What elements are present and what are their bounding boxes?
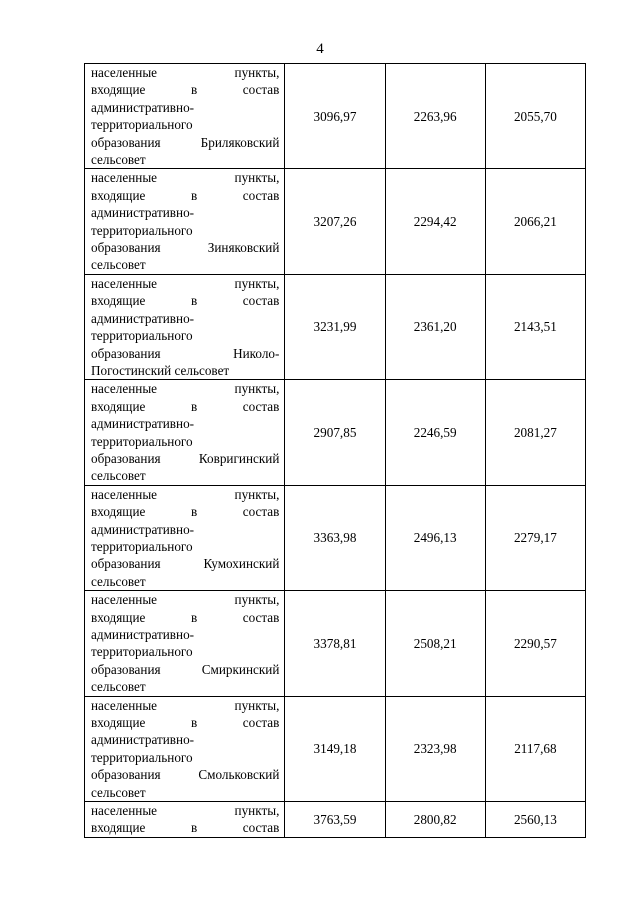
description-word: административно-	[91, 627, 195, 642]
description-word: в	[190, 293, 198, 309]
table-row	[85, 802, 586, 838]
description-line	[91, 398, 279, 415]
description-word: населенные	[91, 65, 158, 80]
description-word: сельсовет	[91, 152, 146, 168]
value-cell-3: 2081,27	[485, 380, 585, 485]
value-cell-3: 2143,51	[485, 274, 585, 379]
description-line	[91, 643, 279, 660]
description-word: входящие	[91, 187, 146, 203]
value-cell-2: 2800,82	[385, 802, 485, 838]
description-line	[91, 450, 279, 467]
value-cell-1: 3763,59	[285, 802, 385, 838]
settlement-description-cell	[85, 64, 285, 169]
value-cell-2: 2496,13	[385, 485, 485, 590]
description-word: сельсовет	[91, 784, 146, 800]
description-word: образования	[91, 767, 161, 783]
description-line	[91, 345, 279, 362]
description-word: административно-	[91, 732, 195, 748]
description-line	[91, 784, 279, 801]
value-cell-3: 2290,57	[485, 591, 585, 696]
description-word: территориального	[91, 644, 193, 660]
settlement-description-cell	[85, 696, 285, 801]
value-cell-3: 2055,70	[485, 64, 585, 169]
description-word: состав	[242, 398, 280, 414]
description-word: Зиняковский	[207, 240, 280, 256]
value-cell-1: 2907,85	[285, 380, 385, 485]
description-word: входящие	[91, 820, 146, 836]
description-word: входящие	[91, 398, 146, 414]
description-word: территориального	[91, 749, 193, 765]
description-line	[91, 697, 279, 714]
description-word: территориального	[91, 538, 193, 554]
value-cell-3: 2560,13	[485, 802, 585, 838]
description-word: пункты,	[234, 803, 280, 819]
description-word: в	[190, 82, 198, 98]
tariff-table	[84, 63, 586, 838]
description-word: Смольковский	[198, 767, 280, 783]
settlement-description-cell	[85, 802, 285, 838]
description-line	[91, 275, 279, 292]
value-cell-2: 2361,20	[385, 274, 485, 379]
value-cell-1: 3378,81	[285, 591, 385, 696]
description-word: населенные	[91, 275, 158, 291]
value-cell-1: 3096,97	[285, 64, 385, 169]
description-line	[91, 134, 279, 151]
description-word: пункты,	[234, 65, 280, 80]
description-word: населенные	[91, 170, 158, 186]
description-word: пункты,	[234, 592, 280, 608]
description-line	[91, 819, 279, 836]
description-line	[91, 222, 279, 239]
page-number: 4	[316, 41, 324, 57]
value-cell-2: 2323,98	[385, 696, 485, 801]
description-word: административно-	[91, 99, 195, 115]
settlement-description-cell	[85, 274, 285, 379]
value-cell-3: 2066,21	[485, 169, 585, 274]
description-line	[91, 609, 279, 626]
description-word: Кумохинский	[203, 556, 280, 572]
description-line	[91, 327, 279, 344]
description-line	[91, 64, 279, 81]
table-row	[85, 591, 586, 696]
value-cell-3: 2117,68	[485, 696, 585, 801]
value-cell-2: 2263,96	[385, 64, 485, 169]
description-word: пункты,	[234, 486, 280, 502]
settlement-description-cell	[85, 591, 285, 696]
description-word: пункты,	[234, 275, 280, 291]
value-cell-1: 3207,26	[285, 169, 385, 274]
description-word: входящие	[91, 504, 146, 520]
description-line	[91, 292, 279, 309]
description-word: входящие	[91, 293, 146, 309]
description-word: сельсовет	[91, 257, 146, 273]
description-line	[91, 380, 279, 397]
description-word: состав	[242, 820, 280, 836]
description-line	[91, 731, 279, 748]
description-word: населенные	[91, 592, 158, 608]
description-word: состав	[242, 293, 280, 309]
value-cell-1: 3149,18	[285, 696, 385, 801]
description-word: в	[190, 398, 198, 414]
description-line	[91, 573, 279, 590]
description-word: входящие	[91, 82, 146, 98]
description-word: территориального	[91, 222, 193, 238]
description-word: сельсовет	[91, 573, 146, 589]
description-word: пункты,	[234, 697, 280, 713]
description-word: в	[190, 187, 198, 203]
description-word: в	[190, 820, 198, 836]
description-line	[91, 521, 279, 538]
description-line	[91, 591, 279, 608]
table-row	[85, 274, 586, 379]
description-line	[91, 116, 279, 133]
description-word: административно-	[91, 310, 195, 326]
description-line	[91, 81, 279, 98]
description-word: территориального	[91, 117, 193, 133]
settlement-description-cell	[85, 485, 285, 590]
description-line	[91, 503, 279, 520]
description-word: образования	[91, 134, 161, 150]
description-word: состав	[242, 504, 280, 520]
value-cell-2: 2294,42	[385, 169, 485, 274]
description-word: в	[190, 504, 198, 520]
value-cell-1: 3363,98	[285, 485, 385, 590]
description-line	[91, 256, 279, 273]
description-word: территориального	[91, 328, 193, 344]
description-word: населенные	[91, 803, 158, 819]
description-word: образования	[91, 240, 161, 256]
description-line	[91, 310, 279, 327]
description-word: входящие	[91, 609, 146, 625]
description-word: в	[190, 609, 198, 625]
table-row	[85, 380, 586, 485]
description-line	[91, 749, 279, 766]
description-word: сельсовет	[91, 679, 146, 695]
description-word: состав	[242, 82, 280, 98]
description-word: населенные	[91, 381, 158, 397]
description-line	[91, 802, 279, 819]
table-row	[85, 64, 586, 169]
description-line	[91, 766, 279, 783]
description-word: Николо-	[233, 345, 280, 361]
description-word: территориального	[91, 433, 193, 449]
description-line	[91, 151, 279, 168]
description-word: образования	[91, 661, 161, 677]
value-cell-1: 3231,99	[285, 274, 385, 379]
description-word: состав	[242, 609, 280, 625]
description-line	[91, 714, 279, 731]
description-word: пункты,	[234, 381, 280, 397]
description-word: входящие	[91, 715, 146, 731]
description-word: сельсовет	[91, 468, 146, 484]
description-line	[91, 239, 279, 256]
description-line	[91, 99, 279, 116]
description-line	[91, 433, 279, 450]
description-line	[91, 169, 279, 186]
description-word: Погостинский сельсовет	[91, 362, 230, 378]
table-body	[85, 64, 586, 838]
description-line	[91, 626, 279, 643]
description-line	[91, 486, 279, 503]
description-word: состав	[242, 715, 280, 731]
description-line	[91, 538, 279, 555]
description-word: образования	[91, 556, 161, 572]
value-cell-2: 2508,21	[385, 591, 485, 696]
description-word: пункты,	[234, 170, 280, 186]
table-row	[85, 696, 586, 801]
description-word: в	[190, 715, 198, 731]
description-word: населенные	[91, 486, 158, 502]
description-word: образования	[91, 450, 161, 466]
settlement-description-cell	[85, 380, 285, 485]
description-word: административно-	[91, 521, 195, 537]
description-word: Бриляковский	[200, 134, 280, 150]
description-word: населенные	[91, 697, 158, 713]
description-line	[91, 555, 279, 572]
description-word: административно-	[91, 205, 195, 221]
description-word: состав	[242, 187, 280, 203]
description-line	[91, 678, 279, 695]
description-line	[91, 467, 279, 484]
description-line	[91, 362, 279, 379]
description-word: образования	[91, 345, 161, 361]
description-word: административно-	[91, 416, 195, 432]
description-line	[91, 415, 279, 432]
description-line	[91, 661, 279, 678]
description-line	[91, 204, 279, 221]
value-cell-2: 2246,59	[385, 380, 485, 485]
table-row	[85, 169, 586, 274]
description-line	[91, 187, 279, 204]
description-word: Ковригинский	[198, 450, 280, 466]
settlement-description-cell	[85, 169, 285, 274]
value-cell-3: 2279,17	[485, 485, 585, 590]
description-word: Смиркинский	[201, 661, 280, 677]
table-row	[85, 485, 586, 590]
